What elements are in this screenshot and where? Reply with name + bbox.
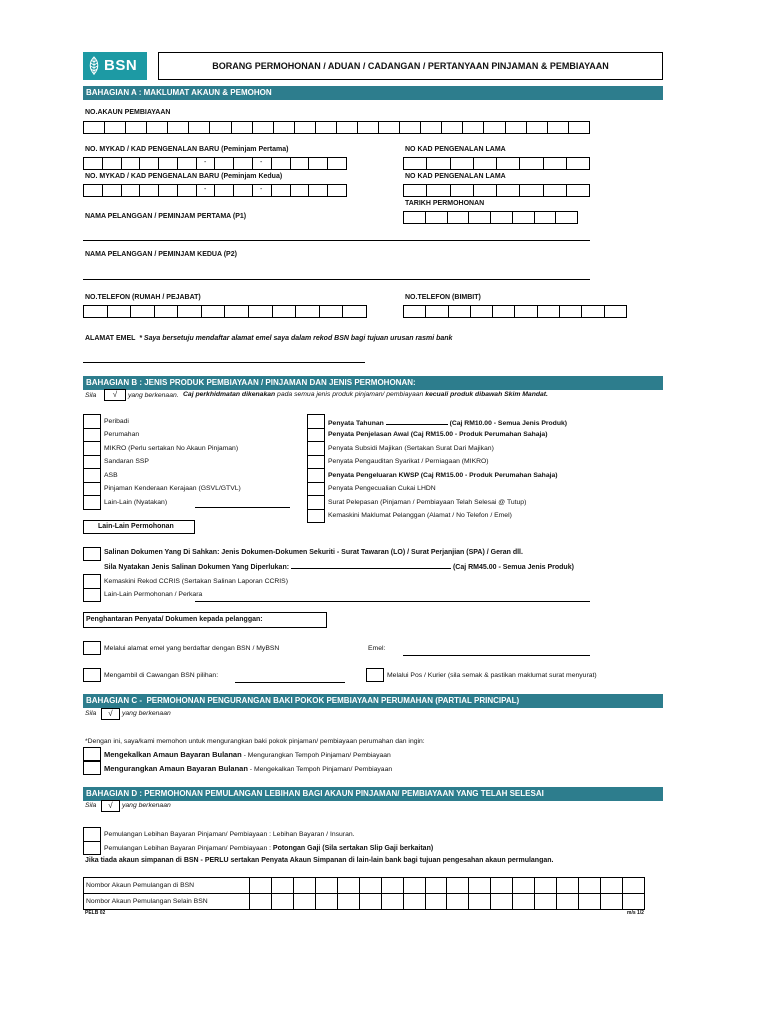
input-cell[interactable]	[328, 158, 346, 169]
input-cell[interactable]	[557, 894, 579, 909]
checkbox-refund-overpayment[interactable]	[83, 827, 101, 842]
other-refund-account-input[interactable]	[250, 894, 644, 909]
checkbox[interactable]	[83, 455, 101, 470]
input-cell[interactable]	[253, 185, 272, 196]
input-cell[interactable]	[249, 306, 273, 317]
input-cell[interactable]	[358, 122, 379, 133]
input-cell[interactable]	[210, 122, 231, 133]
input-cell[interactable]	[250, 894, 272, 909]
old-ic-p2-input[interactable]	[403, 184, 590, 197]
refund-salary-bold: Potongan Gaji (Sila sertakan Slip Gaji berkaitan)	[272, 845, 434, 852]
input-cell[interactable]	[215, 185, 234, 196]
input-cell[interactable]	[491, 894, 513, 909]
input-cell[interactable]	[520, 158, 543, 169]
option-label: Penyata Pengecualian Cukai LHDN	[328, 485, 436, 492]
input-cell[interactable]	[426, 212, 448, 223]
input-cell[interactable]	[426, 894, 448, 909]
checkbox[interactable]	[83, 414, 101, 429]
input-cell[interactable]	[291, 185, 310, 196]
tick-sample: √	[101, 708, 120, 720]
option-label: Perumahan	[104, 431, 140, 438]
input-cell[interactable]	[232, 122, 253, 133]
input-cell[interactable]	[497, 158, 520, 169]
bsn-logo	[83, 52, 147, 80]
checkbox[interactable]	[307, 482, 325, 497]
input-cell[interactable]	[84, 158, 103, 169]
input-cell[interactable]	[159, 158, 178, 169]
input-cell[interactable]	[274, 122, 295, 133]
option-label: Penyata Pengauditan Syarikat / Perniagaan (MIKRO)	[328, 458, 489, 465]
input-cell[interactable]	[623, 878, 644, 893]
input-cell[interactable]	[189, 122, 210, 133]
input-cell[interactable]	[474, 185, 497, 196]
name-p2-line[interactable]	[83, 279, 590, 280]
input-cell[interactable]	[560, 306, 582, 317]
copy-type-charge: (Caj RM45.00 - Semua Jenis Produk)	[452, 564, 574, 571]
input-cell[interactable]	[448, 212, 470, 223]
checkbox[interactable]	[307, 441, 325, 456]
section-c-intro: *Dengan ini, saya/kami memohon untuk mengurangkan baki pokok pinjaman/ pembiayaan perumahan dan ingin:	[85, 738, 425, 745]
yang-berkenaan-text: yang berkenaan	[122, 710, 171, 717]
option-kenderaan[interactable]	[83, 482, 298, 496]
section-b-heading: BAHAGIAN B : JENIS PRODUK PEMBIAYAAN / PINJAMAN DAN JENIS PERMOHONAN:	[83, 376, 663, 390]
input-cell[interactable]	[469, 878, 491, 893]
input-cell[interactable]	[442, 122, 463, 133]
option-release-letter[interactable]	[307, 495, 607, 509]
option-rest: - Mengekalkan Tempoh Pinjaman/ Pembiayaan	[247, 766, 393, 773]
input-cell[interactable]	[497, 185, 520, 196]
input-cell[interactable]	[103, 158, 122, 169]
checkbox[interactable]	[83, 482, 101, 497]
input-cell[interactable]	[84, 185, 103, 196]
input-cell[interactable]	[569, 122, 589, 133]
option-reduce-installment	[104, 764, 392, 774]
input-cell[interactable]	[469, 212, 491, 223]
option-label: Kemaskini Maklumat Pelanggan (Alamat / No Telefon / Emel)	[328, 512, 512, 519]
input-cell[interactable]	[131, 306, 155, 317]
input-cell[interactable]	[484, 122, 505, 133]
input-cell[interactable]	[474, 158, 497, 169]
delivery-heading: Penghantaran Penyata/ Dokumen kepada pelanggan:	[83, 612, 327, 628]
checkbox[interactable]	[83, 588, 101, 603]
input-cell[interactable]	[513, 894, 535, 909]
option-label: Peribadi	[104, 417, 129, 425]
option-ccris[interactable]	[83, 574, 593, 588]
tick-sample: √	[104, 389, 126, 401]
checkbox[interactable]	[307, 509, 325, 524]
option-bold: Mengurangkan Amaun Bayaran Bulanan	[104, 764, 248, 773]
account-no-input[interactable]	[83, 121, 590, 134]
option-rest: - Mengurangkan Tempoh Pinjaman/ Pembiayaan	[241, 752, 391, 759]
delivery-post-label: Melalui Pos / Kurier (sila semak & pastikan maklumat surat menyurat)	[387, 672, 597, 679]
input-cell[interactable]	[404, 894, 426, 909]
input-cell[interactable]	[178, 158, 197, 169]
refund-salary-label	[104, 844, 433, 853]
annual-statement-label: Penyata Tahunan	[328, 419, 384, 427]
checkbox-delivery-email[interactable]	[83, 641, 101, 655]
phone-mobile-label: NO.TELEFON (BIMBIT)	[405, 294, 481, 301]
input-cell[interactable]	[421, 122, 442, 133]
input-cell[interactable]	[272, 185, 291, 196]
input-cell[interactable]	[379, 122, 400, 133]
input-cell[interactable]	[272, 878, 294, 893]
copy-type-row	[104, 561, 574, 572]
input-cell[interactable]	[291, 158, 310, 169]
input-cell[interactable]	[556, 212, 577, 223]
input-cell[interactable]	[316, 878, 338, 893]
input-cell[interactable]	[328, 185, 346, 196]
input-cell[interactable]	[253, 122, 274, 133]
checkbox[interactable]	[83, 441, 101, 456]
annual-statement-blank[interactable]	[386, 417, 448, 425]
input-cell[interactable]	[557, 878, 579, 893]
option-lain-lain[interactable]	[83, 495, 298, 509]
input-cell[interactable]	[427, 185, 450, 196]
input-cell[interactable]	[337, 122, 358, 133]
other-requests-heading: Lain-Lain Permohonan	[83, 520, 195, 534]
input-cell[interactable]	[404, 158, 427, 169]
option-label	[328, 417, 567, 428]
charge-note-part: kecuali produk dibawah Skim Mandat.	[425, 391, 548, 398]
option-label: Pinjaman Kenderaan Kerajaan (GSVL/GTVL)	[104, 485, 241, 492]
input-cell[interactable]	[601, 878, 623, 893]
input-cell[interactable]	[343, 306, 366, 317]
input-cell[interactable]	[273, 306, 297, 317]
option-perumahan[interactable]	[83, 428, 298, 442]
option-annual-statement[interactable]	[307, 414, 607, 428]
checkbox-certified-copy[interactable]	[83, 547, 101, 561]
checkbox[interactable]	[83, 574, 101, 589]
option-audit-statement[interactable]	[307, 455, 607, 469]
option-tax-exemption[interactable]	[307, 482, 607, 496]
application-date-label: TARIKH PERMOHONAN	[405, 200, 485, 207]
ic-separator: -	[204, 159, 207, 166]
charge-note	[183, 390, 548, 399]
refund-overpayment-label: Pemulangan Lebihan Bayaran Pinjaman/ Pembiayaan : Lebihan Bayaran / Insuran.	[104, 831, 355, 838]
input-cell[interactable]	[272, 158, 291, 169]
option-label: Penyata Pengeluaran KWSP (Caj RM15.00 - Produk Perumahan Sahaja)	[328, 471, 558, 479]
input-cell[interactable]	[338, 894, 360, 909]
delivery-branch-label: Mengambil di Cawangan BSN pilihan:	[104, 672, 219, 679]
input-cell[interactable]	[548, 122, 569, 133]
checkbox[interactable]	[83, 428, 101, 443]
form-code: PELB 02	[85, 910, 106, 916]
sila-text: Sila	[85, 392, 97, 399]
charge-note-part: pada semua jenis produk pinjaman/ pembiayaan	[275, 391, 426, 398]
checkbox[interactable]	[307, 468, 325, 483]
email-row	[85, 334, 452, 343]
other-specify-line[interactable]	[195, 507, 290, 508]
input-cell[interactable]	[122, 185, 141, 196]
option-other-matter[interactable]	[83, 588, 593, 602]
option-keep-installment	[104, 750, 391, 760]
input-cell[interactable]	[582, 306, 604, 317]
option-label: Sandaran SSP	[104, 458, 149, 465]
section-c-heading: BAHAGIAN C - PERMOHONAN PENGURANGAN BAKI POKOK PEMBIAYAAN PERUMAHAN (PARTIAL PRINCIPAL)	[83, 694, 663, 708]
bsn-refund-account-input[interactable]	[250, 878, 644, 893]
option-mikro[interactable]	[83, 441, 298, 455]
mykad-p2-label: NO. MYKAD / KAD PENGENALAN BARU (Peminjam Kedua)	[85, 173, 283, 180]
page-number: m/s 1/2	[627, 910, 644, 916]
delivery-email-line[interactable]	[403, 655, 590, 656]
input-cell[interactable]	[451, 158, 474, 169]
checkbox-refund-salary-deduction[interactable]	[83, 841, 101, 855]
table-row	[84, 893, 644, 909]
input-cell[interactable]	[447, 878, 469, 893]
option-label: Penyata Penjelasan Awal (Caj RM15.00 - Produk Perumahan Sahaja)	[328, 431, 548, 438]
email-label: ALAMAT EMEL	[85, 335, 136, 342]
input-cell[interactable]	[272, 894, 294, 909]
checkbox-delivery-branch[interactable]	[83, 668, 101, 682]
input-cell[interactable]	[544, 158, 567, 169]
input-cell[interactable]	[382, 894, 404, 909]
other-matter-line[interactable]	[195, 601, 590, 602]
checkbox[interactable]	[307, 495, 325, 510]
input-cell[interactable]	[538, 306, 560, 317]
option-employer-subsidy[interactable]	[307, 441, 607, 455]
input-cell[interactable]	[234, 158, 253, 169]
option-asb[interactable]	[83, 468, 298, 482]
certified-copy-label: Salinan Dokumen Yang Di Sahkan: Jenis Dokumen-Dokumen Sekuriti - Surat Tawaran (LO) / Surat Perjanjian (SPA) / Geran dll.	[104, 549, 523, 556]
input-cell[interactable]	[234, 185, 253, 196]
input-cell[interactable]	[225, 306, 249, 317]
input-cell[interactable]	[155, 306, 179, 317]
input-cell[interactable]	[579, 894, 601, 909]
mykad-p2-input[interactable]	[83, 184, 347, 197]
input-cell[interactable]	[513, 212, 535, 223]
mykad-p1-label: NO. MYKAD / KAD PENGENALAN BARU (Peminjam Pertama)	[85, 146, 289, 153]
input-cell[interactable]	[404, 878, 426, 893]
name-p2-label: NAMA PELANGGAN / PEMINJAM KEDUA (P2)	[85, 251, 237, 258]
input-cell[interactable]	[105, 122, 126, 133]
input-cell[interactable]	[140, 158, 159, 169]
input-cell[interactable]	[404, 212, 426, 223]
input-cell[interactable]	[520, 185, 543, 196]
input-cell[interactable]	[579, 878, 601, 893]
input-cell[interactable]	[316, 894, 338, 909]
input-cell[interactable]	[493, 306, 515, 317]
input-cell[interactable]	[360, 878, 382, 893]
option-peribadi[interactable]	[83, 414, 298, 428]
yang-berkenaan-text: yang berkenaan.	[128, 392, 179, 399]
form-title: BORANG PERMOHONAN / ADUAN / CADANGAN / PERTANYAAN PINJAMAN & PEMBIAYAAN	[158, 52, 663, 80]
mykad-p1-input[interactable]	[83, 157, 347, 170]
input-cell[interactable]	[215, 158, 234, 169]
delivery-email-label: Melalui alamat emel yang berdaftar dengan BSN / MyBSN	[104, 645, 280, 652]
input-cell[interactable]	[84, 306, 108, 317]
checkbox-keep-installment[interactable]	[83, 747, 101, 761]
input-cell[interactable]	[250, 878, 272, 893]
checkbox[interactable]	[307, 455, 325, 470]
input-cell[interactable]	[449, 306, 471, 317]
input-cell[interactable]	[316, 122, 337, 133]
input-cell[interactable]	[506, 122, 527, 133]
input-cell[interactable]	[202, 306, 226, 317]
charge-note-part: Caj perkhidmatan dikenakan	[183, 391, 276, 398]
input-cell[interactable]	[400, 122, 421, 133]
input-cell[interactable]	[567, 158, 589, 169]
input-cell[interactable]	[294, 894, 316, 909]
refund-note: Jika tiada akaun simpanan di BSN - PERLU sertakan Penyata Akaun Simpanan di lain-lain bank bagi tujuan pengesahan akaun permulangan.	[85, 857, 554, 864]
checkbox-reduce-installment[interactable]	[83, 761, 101, 775]
delivery-branch-line[interactable]	[235, 682, 345, 683]
checkbox[interactable]	[307, 414, 325, 429]
input-cell[interactable]	[527, 122, 548, 133]
input-cell[interactable]	[469, 894, 491, 909]
input-cell[interactable]	[108, 306, 132, 317]
yang-berkenaan-text: yang berkenaan	[122, 802, 171, 809]
input-cell[interactable]	[513, 878, 535, 893]
logo-text: BSN	[104, 57, 138, 74]
input-cell[interactable]	[253, 158, 272, 169]
input-cell[interactable]	[309, 158, 328, 169]
input-cell[interactable]	[471, 306, 493, 317]
table-row	[84, 878, 644, 893]
input-cell[interactable]	[623, 894, 644, 909]
row-label: Nombor Akaun Pemulangan di BSN	[84, 878, 250, 893]
input-cell[interactable]	[544, 185, 567, 196]
input-cell[interactable]	[567, 185, 589, 196]
input-cell[interactable]	[427, 158, 450, 169]
option-early-settlement[interactable]	[307, 428, 607, 442]
input-cell[interactable]	[178, 306, 202, 317]
old-ic-p1-label: NO KAD PENGENALAN LAMA	[405, 146, 506, 153]
sila-text: Sila	[85, 710, 97, 717]
input-cell[interactable]	[178, 185, 197, 196]
input-cell[interactable]	[84, 122, 105, 133]
input-cell[interactable]	[126, 122, 147, 133]
input-cell[interactable]	[360, 894, 382, 909]
input-cell[interactable]	[122, 158, 141, 169]
refund-account-table	[83, 877, 645, 910]
input-cell[interactable]	[447, 894, 469, 909]
input-cell[interactable]	[168, 122, 189, 133]
bsn-leaf-icon	[88, 56, 100, 76]
application-date-input[interactable]	[403, 211, 578, 224]
input-cell[interactable]	[605, 306, 626, 317]
option-label: Penyata Subsidi Majikan (Sertakan Surat Dari Majikan)	[328, 444, 494, 452]
section-a-heading: BAHAGIAN A : MAKLUMAT AKAUN & PEMOHON	[83, 86, 663, 100]
other-request-list	[83, 574, 593, 601]
annual-statement-charge: (Caj RM10.00 - Semua Jenis Produk)	[449, 419, 568, 427]
input-cell[interactable]	[309, 185, 328, 196]
checkbox-delivery-post[interactable]	[366, 668, 384, 682]
checkbox[interactable]	[307, 428, 325, 443]
input-cell[interactable]	[103, 185, 122, 196]
option-label: Lain-Lain (Nyatakan)	[104, 498, 168, 506]
ic-separator: -	[260, 186, 263, 193]
tick-sample: √	[101, 800, 120, 812]
copy-type-label: Sila Nyatakan Jenis Salinan Dokumen Yang Diperlukan:	[104, 564, 290, 571]
input-cell[interactable]	[426, 306, 448, 317]
row-label: Nombor Akaun Pemulangan Selain BSN	[84, 894, 250, 909]
option-update-customer-info[interactable]	[307, 509, 607, 523]
ic-separator: -	[260, 159, 263, 166]
phone-home-input[interactable]	[83, 305, 367, 318]
input-cell[interactable]	[294, 878, 316, 893]
service-type-list	[307, 414, 607, 522]
account-no-label: NO.AKAUN PEMBIAYAAN	[85, 109, 171, 116]
copy-type-blank[interactable]	[291, 561, 451, 569]
option-label: Lain-Lain Permohonan / Perkara	[104, 591, 203, 598]
input-cell[interactable]	[404, 185, 427, 196]
section-d-heading: BAHAGIAN D : PERMOHONAN PEMULANGAN LEBIHAN BAGI AKAUN PINJAMAN/ PEMBIAYAAN YANG TELAH SELESAI	[83, 787, 663, 801]
input-cell[interactable]	[320, 306, 344, 317]
old-ic-p2-label: NO KAD PENGENALAN LAMA	[405, 173, 506, 180]
input-cell[interactable]	[296, 306, 320, 317]
input-cell[interactable]	[535, 212, 557, 223]
checkbox[interactable]	[83, 495, 101, 510]
input-cell[interactable]	[601, 894, 623, 909]
input-cell[interactable]	[404, 306, 426, 317]
input-cell[interactable]	[159, 185, 178, 196]
phone-home-label: NO.TELEFON (RUMAH / PEJABAT)	[85, 294, 201, 301]
sila-text: Sila	[85, 802, 97, 809]
input-cell[interactable]	[338, 878, 360, 893]
input-cell[interactable]	[147, 122, 168, 133]
option-label: Surat Pelepasan (Pinjaman / Pembiayaan Telah Selesai @ Tutup)	[328, 498, 527, 506]
refund-salary-text: Pemulangan Lebihan Bayaran Pinjaman/ Pembiayaan :	[104, 845, 273, 852]
email-field-label: Emel:	[368, 645, 386, 652]
phone-mobile-input[interactable]	[403, 305, 627, 318]
name-p1-label: NAMA PELANGGAN / PEMINJAM PERTAMA (P1)	[85, 213, 247, 220]
ic-separator: -	[204, 186, 207, 193]
input-cell[interactable]	[451, 185, 474, 196]
input-cell[interactable]	[535, 878, 557, 893]
checkbox[interactable]	[83, 468, 101, 483]
input-cell[interactable]	[463, 122, 484, 133]
input-cell[interactable]	[491, 212, 513, 223]
name-p1-line[interactable]	[83, 240, 590, 241]
input-cell[interactable]	[140, 185, 159, 196]
email-consent: * Saya bersetuju mendaftar alamat emel saya dalam rekod BSN bagi tujuan urusan rasmi bank	[139, 335, 453, 342]
product-type-list	[83, 414, 298, 509]
option-bold: Mengekalkan Amaun Bayaran Bulanan	[104, 750, 242, 759]
old-ic-p1-input[interactable]	[403, 157, 590, 170]
option-kwsp-withdrawal[interactable]	[307, 468, 607, 482]
option-label: MIKRO (Perlu sertakan No Akaun Pinjaman)	[104, 444, 239, 452]
input-cell[interactable]	[535, 894, 557, 909]
option-label: Kemaskini Rekod CCRIS (Sertakan Salinan Laporan CCRIS)	[104, 577, 288, 585]
option-label: ASB	[104, 471, 118, 479]
email-line[interactable]	[83, 362, 365, 363]
input-cell[interactable]	[491, 878, 513, 893]
option-sandaran-ssp[interactable]	[83, 455, 298, 469]
input-cell[interactable]	[515, 306, 537, 317]
input-cell[interactable]	[382, 878, 404, 893]
input-cell[interactable]	[426, 878, 448, 893]
input-cell[interactable]	[295, 122, 316, 133]
